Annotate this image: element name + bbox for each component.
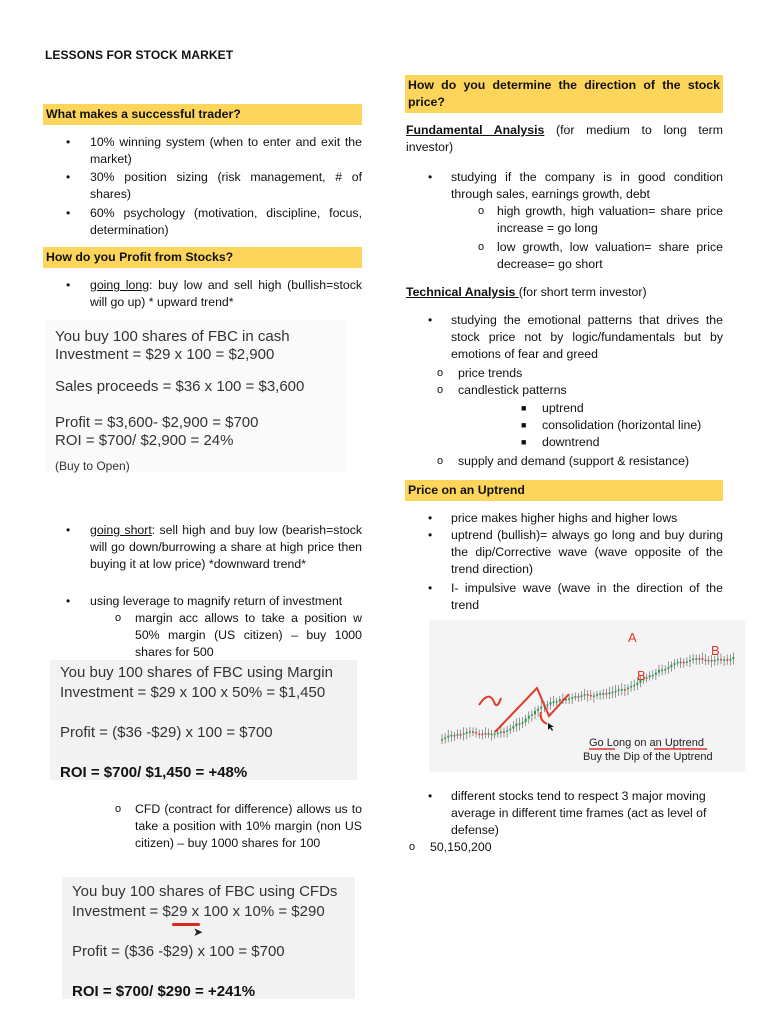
cfd-line-3: Profit = ($36 -$29) x 100 = $700 (72, 943, 285, 960)
candle-body (664, 669, 666, 671)
cash-line-1: You buy 100 shares of FBC in cash (55, 328, 290, 345)
candle-body (472, 731, 474, 733)
heading-uptrend: Price on an Uptrend (405, 480, 723, 501)
ta-sub-1: price trends (458, 366, 523, 380)
candle-body (615, 691, 617, 693)
bullet: • (66, 594, 71, 608)
bullet: • (66, 278, 71, 292)
candle-body (677, 662, 679, 664)
candle-body (546, 705, 548, 707)
candle-body (599, 694, 601, 696)
candle-body (698, 658, 700, 660)
sub-bullet: o (437, 455, 444, 467)
candle-body (602, 693, 604, 695)
candle-body (481, 734, 483, 736)
bullet: • (66, 523, 71, 537)
fa-text: (for medium to long term investor) (406, 123, 723, 154)
candle-body (584, 694, 586, 696)
square-bullet: ■ (521, 420, 527, 430)
candle-body (503, 731, 505, 733)
trader-point-2: 30% position sizing (risk management, # of shares) (90, 170, 362, 201)
page-title: LESSONS FOR STOCK MARKET (45, 48, 234, 62)
candle-body (689, 660, 691, 662)
chart-caption-2: Buy the Dip of the Uptrend (583, 751, 713, 763)
chart-mark-b-left: B (637, 668, 646, 683)
candle-body (726, 659, 728, 661)
candle-body (528, 716, 530, 719)
candle-body (509, 729, 511, 731)
candle-body (469, 731, 471, 733)
candle-body (708, 660, 710, 662)
candle-body (658, 670, 660, 673)
ta-subsub-2: consolidation (horizontal line) (542, 418, 702, 432)
heading-successful-trader: What makes a successful trader? (43, 104, 362, 125)
impulse-annotation-h (479, 697, 501, 706)
candle-body (581, 695, 583, 697)
candle-body (717, 659, 719, 661)
ta-subsub-3: downtrend (542, 435, 600, 449)
fa-sub-1: high growth, high valuation= share price increase = go long (497, 204, 723, 235)
bullet: • (428, 789, 433, 803)
uptrend-point-1: price makes higher highs and higher lows (451, 511, 678, 525)
candle-body (624, 689, 626, 691)
candle-body (466, 732, 468, 734)
moving-average-point: different stocks tend to respect 3 major moving average in different time frames (act as level of defense) (451, 789, 707, 837)
fa-point: studying if the company is in good condition through sales, earnings growth, debt (451, 170, 723, 201)
cash-example-image (45, 320, 345, 472)
candle-body (711, 660, 713, 662)
candle-body (494, 734, 496, 736)
sub-bullet: o (437, 384, 444, 396)
cash-line-2: Investment = $29 x 100 = $2,900 (55, 346, 275, 363)
uptrend-point-2: uptrend (bullish)= always go long and buy during the dip/Corrective wave (wave opposite of the trend direction) (451, 528, 723, 576)
candle-body (596, 694, 598, 696)
sub-bullet: o (437, 367, 444, 379)
impulse-wave-line (495, 688, 569, 732)
candle-body (608, 692, 610, 694)
square-bullet: ■ (521, 437, 527, 447)
ta-label: Technical Analysis (406, 285, 519, 299)
candle-body (605, 693, 607, 695)
candle-body (559, 699, 561, 701)
bullet: • (428, 511, 433, 525)
candle-body (655, 673, 657, 675)
candle-body (732, 657, 734, 659)
cfd-example-image (62, 877, 355, 999)
margin-point: margin acc allows to take a position w 50% margin (US citizen) – buy 1000 shares for 500 (135, 611, 362, 659)
candle-body (457, 734, 459, 736)
candle-body (692, 659, 694, 661)
candle-body (540, 707, 542, 709)
ta-text: (for short term investor) (518, 285, 647, 299)
technical-analysis-line (406, 284, 723, 301)
candle-body (497, 733, 499, 735)
candle-body (531, 714, 533, 716)
uptrend-point-3: I- impulsive wave (wave in the direction of the trend (451, 581, 723, 612)
bullet: • (66, 135, 71, 149)
sub-bullet: o (115, 612, 122, 624)
candle-body (646, 677, 648, 679)
going-long-label: going long (90, 278, 150, 292)
candle-body (512, 726, 514, 728)
candle-body (674, 663, 676, 665)
margin-example-image (50, 660, 357, 780)
candle-body (534, 711, 536, 714)
bullet: • (428, 170, 433, 184)
margin-line-1: You buy 100 shares of FBC using Margin (60, 664, 333, 681)
candle-body (587, 694, 589, 696)
candle-body (612, 692, 614, 694)
uptrend-chart-image (429, 620, 745, 772)
chart-caption-1: Go Long on an Uptrend (589, 737, 704, 749)
going-long-text: : buy low and sell high (bullish=stock will go up) * upward trend* (90, 278, 362, 309)
candle-body (723, 659, 725, 661)
candle-body (447, 736, 449, 738)
cfd-line-2: Investment = $29 x 100 x 10% = $290 (72, 903, 325, 920)
cursor-arrow-icon: ➤ (193, 925, 204, 939)
going-long-point (90, 277, 362, 311)
cfd-line-1: You buy 100 shares of FBC using CFDs (72, 883, 338, 900)
bullet: • (428, 528, 433, 542)
candle-body (519, 723, 521, 725)
candle-body (463, 733, 465, 735)
candle-body (686, 661, 688, 663)
ta-sub-3: supply and demand (support & resistance) (458, 454, 690, 468)
uptrend-chart-svg (429, 620, 745, 772)
candle-body (618, 689, 620, 691)
candle-body (441, 739, 443, 741)
heading-direction: How do you determine the direction of the stock price? (405, 75, 723, 113)
candle-body (475, 732, 477, 734)
chart-mark-b-right: B (711, 643, 720, 658)
cash-line-4: Profit = $3,600- $2,900 = $700 (55, 414, 259, 431)
candle-body (556, 701, 558, 703)
candle-body (661, 670, 663, 672)
candle-body (593, 695, 595, 697)
candle-body (537, 709, 539, 711)
candle-body (705, 660, 707, 662)
trader-point-1: 10% winning system (when to enter and exit the market) (90, 135, 362, 166)
candle-body (636, 683, 638, 685)
ta-sub-2: candlestick patterns (458, 383, 567, 397)
candle-body (574, 696, 576, 698)
candle-body (701, 658, 703, 660)
moving-average-values: 50,150,200 (430, 840, 492, 854)
cursor-arrow-icon (548, 723, 554, 731)
margin-line-2: Investment = $29 x 100 x 50% = $1,450 (60, 684, 326, 701)
heading-profit-from-stocks: How do you Profit from Stocks? (43, 247, 362, 268)
candle-body (714, 660, 716, 662)
candle-body (500, 731, 502, 733)
candle-body (444, 737, 446, 739)
candle-body (695, 658, 697, 660)
candle-body (630, 686, 632, 688)
trader-point-3: 60% psychology (motivation, discipline, focus, determination) (90, 206, 362, 237)
candle-body (683, 662, 685, 664)
fundamental-analysis-line (406, 122, 723, 156)
candle-body (720, 659, 722, 661)
going-short-text: : sell high and buy low (bearish=stock will go down/burrowing a share at high price then buying it at low price) *downward trend* (90, 523, 363, 571)
candle-body (453, 735, 455, 737)
candle-body (621, 689, 623, 691)
candle-body (484, 733, 486, 735)
candle-body (680, 662, 682, 664)
candle-body (667, 667, 669, 669)
square-bullet: ■ (521, 403, 527, 413)
cash-line-3: Sales proceeds = $36 x 100 = $3,600 (55, 378, 305, 395)
candle-body (571, 697, 573, 699)
candle-body (633, 685, 635, 687)
bullet: • (66, 170, 71, 184)
bullet: • (66, 206, 71, 220)
leverage-point: using leverage to magnify return of investment (90, 594, 343, 608)
cash-line-5: ROI = $700/ $2,900 = 24% (55, 432, 234, 449)
chart-mark-a: A (628, 630, 637, 645)
candle-body (522, 722, 524, 724)
corrective-annotation-c (541, 712, 547, 724)
candle-body (515, 724, 517, 726)
going-short-label: going short (90, 523, 152, 537)
candle-body (627, 687, 629, 689)
bullet: • (428, 313, 433, 327)
candle-body (525, 719, 527, 722)
candle-body (649, 675, 651, 677)
margin-line-4: ROI = $700/ $1,450 = +48% (60, 764, 248, 781)
candle-body (450, 735, 452, 737)
fa-sub-2: low growth, low valuation= share price decrease= go short (497, 240, 723, 271)
cfd-point: CFD (contract for difference) allows us to take a position with 10% margin (non US citizen) – buy 1000 shares for 100 (135, 802, 362, 850)
bullet: • (428, 581, 433, 595)
candle-body (488, 733, 490, 735)
going-short-point (90, 522, 362, 573)
candle-body (670, 665, 672, 667)
candle-body (568, 698, 570, 700)
sub-bullet: o (115, 803, 122, 815)
candle-body (553, 701, 555, 703)
ta-subsub-1: uptrend (542, 401, 584, 415)
sub-bullet: o (478, 205, 485, 217)
cfd-line-4: ROI = $700/ $290 = +241% (72, 983, 256, 1000)
candle-body (491, 734, 493, 736)
candle-body (652, 675, 654, 677)
candle-body (550, 702, 552, 704)
candle-body (729, 659, 731, 661)
sub-bullet: o (409, 841, 416, 853)
candle-body (478, 734, 480, 736)
candle-body (506, 730, 508, 732)
cash-line-6: (Buy to Open) (55, 459, 130, 473)
fa-label: Fundamental Analysis (406, 123, 545, 137)
ta-point: studying the emotional patterns that drives the stock price not by logic/fundamentals but by emotions of fear and greed (451, 313, 723, 361)
margin-line-3: Profit = ($36 -$29) x 100 = $700 (60, 724, 273, 741)
candle-body (577, 696, 579, 698)
candle-body (590, 695, 592, 697)
candle-body (460, 734, 462, 736)
sub-bullet: o (478, 241, 485, 253)
